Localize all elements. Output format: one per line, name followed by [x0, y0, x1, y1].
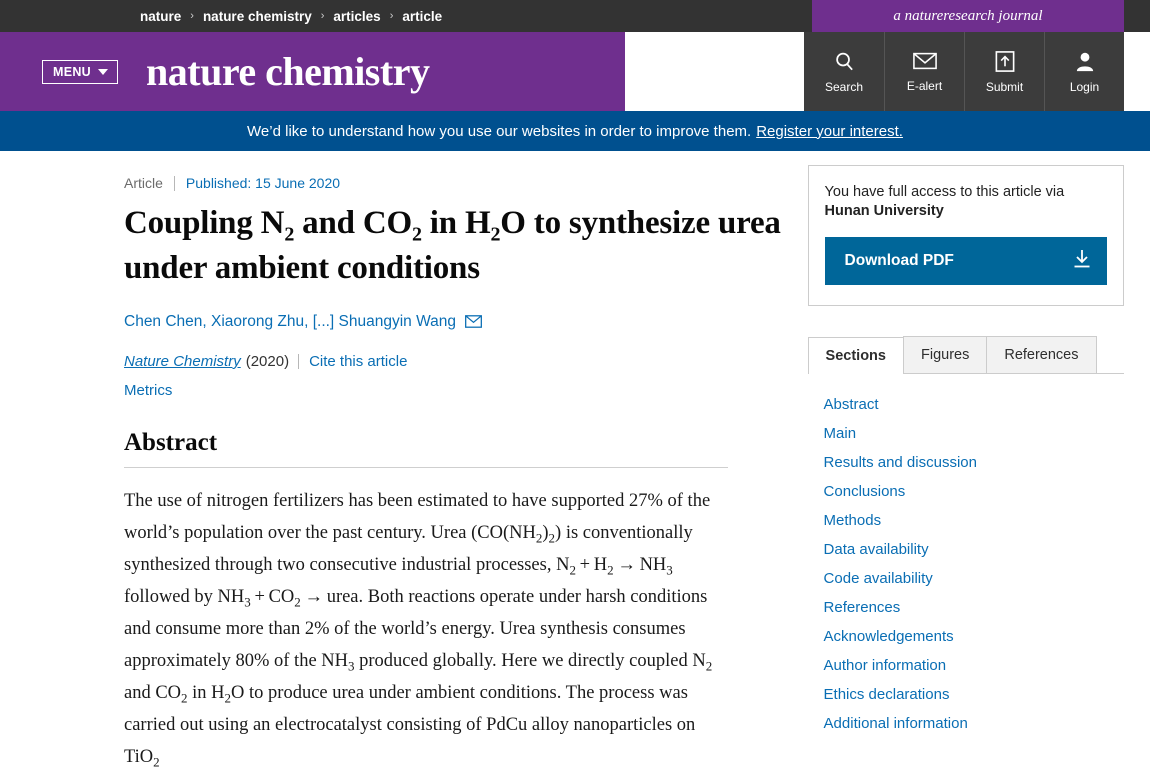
download-icon: [1073, 249, 1091, 273]
journal-name-link[interactable]: Nature Chemistry: [124, 352, 241, 370]
toc-item-results-and-discussion[interactable]: Results and discussion: [823, 454, 977, 471]
toc-item-author-information[interactable]: Author information: [823, 657, 947, 674]
article-sidebar: [808, 151, 1124, 767]
toc-item-references[interactable]: References: [823, 599, 901, 616]
access-box: [808, 165, 1124, 306]
toc-item-additional-information[interactable]: Additional information: [823, 715, 968, 732]
login-button-label: Login: [1069, 79, 1100, 94]
chevron-down-icon: [98, 69, 108, 75]
search-icon: [833, 50, 856, 73]
toc-item-acknowledgements[interactable]: Acknowledgements: [823, 628, 954, 645]
access-statement: You have full access to this article via: [824, 184, 1065, 200]
toc-item-code-availability[interactable]: Code availability: [823, 570, 933, 587]
author-list[interactable]: Chen Chen, Xiaorong Zhu, [...] Shuangyin Wang: [124, 312, 457, 330]
tab-references[interactable]: References: [986, 336, 1096, 373]
section-divider: [124, 467, 728, 468]
article-meta: [124, 175, 808, 191]
search-button-label: Search: [824, 79, 864, 94]
journal-citation-line: [124, 353, 808, 370]
metrics-link[interactable]: Metrics: [124, 381, 173, 399]
meta-divider: [174, 176, 175, 191]
toc-item-ethics-declarations[interactable]: Ethics declarations: [823, 686, 950, 703]
breadcrumb: [140, 9, 442, 24]
article-published-date: Published: 15 June 2020: [185, 175, 341, 191]
toc-item-abstract[interactable]: Abstract: [823, 396, 879, 413]
article-type: Article: [124, 175, 163, 191]
corresponding-author-envelope-icon[interactable]: [465, 315, 482, 333]
search-button[interactable]: [804, 32, 884, 111]
access-institution: Hunan University: [824, 203, 944, 219]
register-interest-link[interactable]: Register your interest.: [756, 122, 903, 140]
ealert-button-label: E-alert: [906, 79, 943, 93]
login-button[interactable]: [1044, 32, 1124, 111]
sidebar-tabs: [808, 336, 1124, 374]
article-main-column: [26, 151, 808, 767]
envelope-icon: [913, 50, 937, 72]
menu-button[interactable]: [42, 60, 118, 84]
abstract-text: The use of nitrogen fertilizers has been estimated to have supported 27% of the world’s population over the past century. Urea $(CO(NH_2)_2)$ is conventionally synthesized through two consecutive industrial processes, $N_2 + H_2 \to NH_3$ followed by $NH_3 + CO_2$ → urea. Both reactions operate under harsh conditions and consume more than 2% of the world’s energy. Urea synthesis consumes approximately 80% of the $NH_3$ produced globally. Here we directly coupled $N_2$ and $CO_2$ in $H_2O$ to produce urea under ambient conditions. The process was carried out using an electrocatalyst consisting of PdCu alloy nanoparticles on TiO$_2$: [124, 490, 713, 767]
breadcrumb-separator-icon: ›: [190, 10, 194, 22]
site-logo[interactable]: nature chemistry: [146, 49, 430, 94]
submit-button-label: Submit: [985, 79, 1024, 94]
breadcrumb-separator-icon: ›: [320, 10, 325, 22]
survey-banner-text: We’d like to understand how you use our websites in order to improve them.: [247, 122, 752, 140]
tab-figures[interactable]: Figures: [903, 336, 987, 373]
page-title: Coupling $N_2$ and $CO_2$ in $H_2O$ to synthesize urea under ambient conditions: [124, 205, 781, 286]
tab-sections[interactable]: Sections: [808, 337, 904, 374]
submit-button[interactable]: [964, 32, 1044, 111]
toc-item-methods[interactable]: Methods: [823, 512, 882, 529]
download-pdf-button[interactable]: [825, 237, 1107, 285]
journal-badge: a natureresearch journal: [812, 0, 1124, 32]
table-of-contents: [808, 390, 1124, 738]
toc-item-main[interactable]: Main: [823, 425, 857, 442]
breadcrumb-item-article[interactable]: article: [402, 8, 443, 24]
publication-year: (2020): [245, 352, 290, 370]
page-body: [0, 151, 1150, 767]
breadcrumb-item-nature-chemistry[interactable]: nature chemistry: [202, 8, 312, 24]
ealert-button[interactable]: [884, 32, 964, 111]
cite-article-link[interactable]: Cite this article: [309, 352, 408, 370]
download-pdf-label: Download PDF: [844, 252, 954, 269]
masthead-brand-area: [0, 32, 625, 111]
upload-box-icon: [994, 50, 1016, 73]
user-icon: [1074, 50, 1096, 73]
toc-item-data-availability[interactable]: Data availability: [823, 541, 929, 558]
citation-divider: [298, 354, 299, 369]
top-breadcrumb-bar: [0, 0, 1150, 32]
abstract-heading: Abstract: [124, 428, 218, 456]
article-authors: [124, 313, 808, 333]
menu-button-label: MENU: [53, 64, 92, 79]
breadcrumb-separator-icon: ›: [389, 10, 394, 22]
survey-banner: [0, 111, 1150, 151]
nav-actions: [804, 32, 1124, 111]
masthead: [0, 32, 1150, 111]
toc-item-conclusions[interactable]: Conclusions: [823, 483, 906, 500]
breadcrumb-item-nature[interactable]: nature: [140, 8, 182, 24]
breadcrumb-item-articles[interactable]: articles: [333, 8, 381, 24]
